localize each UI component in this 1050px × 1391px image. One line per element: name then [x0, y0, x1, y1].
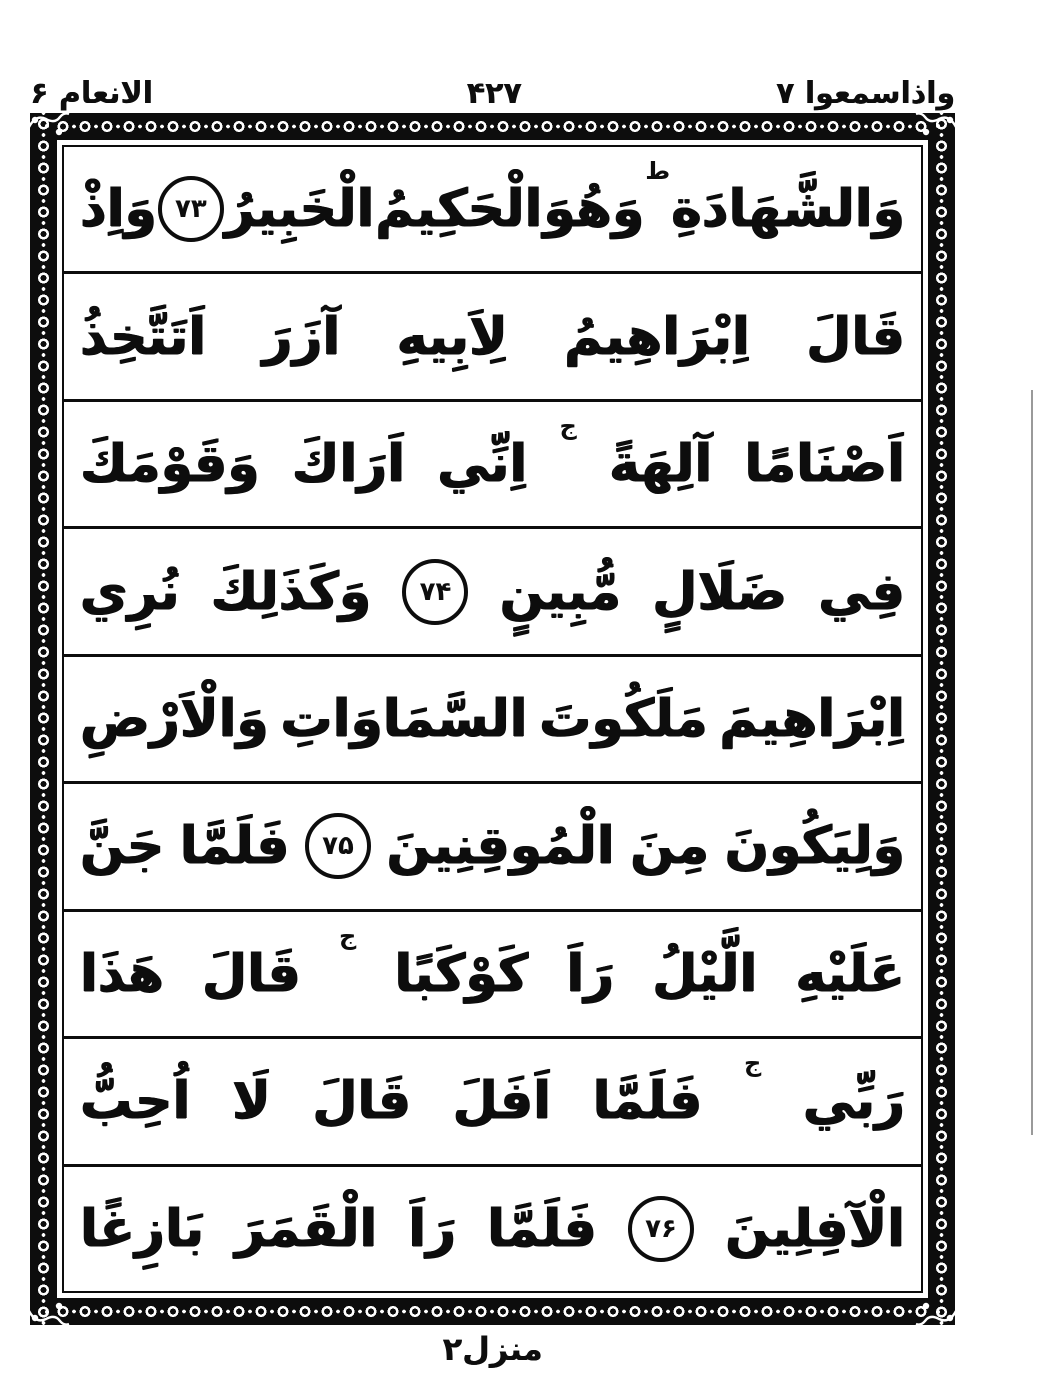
quran-line-7 — [64, 912, 921, 1039]
pause-mark: ج — [743, 1049, 762, 1078]
word: ضَلَالٍ — [652, 561, 788, 622]
verse-number-marker: ۷۳ — [158, 176, 224, 242]
word: فَلَمَّا — [179, 816, 290, 877]
word: اِبْرَاهِيمُ — [564, 306, 750, 367]
word: اِنِّي — [437, 434, 528, 495]
scan-edge-line — [1031, 390, 1033, 1135]
pause-mark: ج — [338, 921, 357, 950]
word: وَقَوْمَكَ — [80, 434, 260, 495]
decorative-border-frame — [30, 113, 955, 1325]
word: رَاَ — [566, 943, 615, 1004]
word: آلِهَةً — [609, 434, 713, 495]
quran-line-9 — [64, 1167, 921, 1291]
verse-number-marker: ۷۴ — [402, 559, 468, 625]
word: وَكَذَلِكَ — [210, 561, 372, 622]
word: اَرَاكَ — [291, 434, 406, 495]
corner-ornament-top-right — [913, 111, 959, 141]
word: بَازِغًا — [80, 1198, 205, 1259]
corner-ornament-bottom-right — [913, 1297, 959, 1327]
word: وَهُوَ — [543, 179, 645, 240]
word: الْحَكِيمُ — [375, 179, 543, 240]
quran-line-5 — [64, 657, 921, 784]
text-box — [62, 145, 923, 1293]
word: رَاَ — [408, 1198, 457, 1259]
quran-line-3 — [64, 402, 921, 529]
verse-number-marker: ۷۶ — [628, 1196, 694, 1262]
word: وَالشَّهَادَةِ — [671, 179, 905, 240]
word: اَصْنَامًا — [744, 434, 905, 495]
word: لِاَبِيهِ — [396, 306, 508, 367]
word: السَّمَاوَاتِ — [280, 688, 528, 749]
word: قَالَ — [202, 943, 301, 1004]
manzil-label: منزل۲ — [442, 1330, 543, 1368]
word: مِنَ — [630, 816, 710, 877]
word: فَلَمَّا — [487, 1198, 597, 1259]
word: عَلَيْهِ — [795, 943, 905, 1004]
word: نُرِي — [80, 561, 180, 622]
word: فَلَمَّا — [592, 1071, 703, 1132]
word: اَتَتَّخِذُ — [80, 306, 207, 367]
header-juz-label: واذاسمعوا ۷ — [775, 76, 955, 111]
word: وَلِيَكُونَ — [724, 816, 905, 877]
word: الْقَمَرَ — [235, 1198, 378, 1259]
word: الْآفِلِينَ — [725, 1198, 905, 1259]
border-band-top — [30, 113, 955, 140]
pause-mark: ج — [559, 411, 577, 440]
word: مَلَكُوتَ — [539, 688, 708, 749]
word: جَنَّ — [80, 816, 165, 877]
word: قَالَ — [312, 1071, 412, 1132]
header-surah-label: الانعام ۶ — [30, 76, 153, 111]
word: رَبِّي — [802, 1071, 905, 1132]
border-band-bottom — [30, 1298, 955, 1325]
running-header — [30, 58, 955, 110]
verse-number-marker: ۷۵ — [305, 813, 371, 879]
word: وَالْاَرْضِ — [80, 688, 269, 749]
word: قَالَ — [806, 306, 905, 367]
header-page-number: ۴۲۷ — [466, 76, 522, 111]
word: آزَرَ — [262, 306, 341, 367]
word: اُحِبُّ — [80, 1071, 191, 1132]
word: الْخَبِيرُ — [224, 179, 375, 240]
running-footer — [30, 1330, 955, 1368]
word: هَذَا — [80, 943, 164, 1004]
word: الَّيْلُ — [652, 943, 758, 1004]
corner-ornament-bottom-left — [26, 1297, 72, 1327]
quran-line-6 — [64, 784, 921, 911]
word: كَوْكَبًا — [394, 943, 529, 1004]
quran-line-2 — [64, 274, 921, 401]
quran-line-1 — [64, 147, 921, 274]
word: اِبْرَاهِيمَ — [719, 688, 905, 749]
border-band-right — [928, 113, 955, 1325]
quran-line-4 — [64, 529, 921, 656]
corner-ornament-top-left — [26, 111, 72, 141]
quran-line-8 — [64, 1039, 921, 1166]
word: مُّبِينٍ — [499, 561, 622, 622]
word: اَفَلَ — [452, 1071, 552, 1132]
pause-mark: ط — [645, 157, 671, 185]
word: الْمُوقِنِينَ — [386, 816, 615, 877]
word: لَا — [232, 1071, 271, 1132]
border-band-left — [30, 113, 57, 1325]
word: فِي — [818, 561, 905, 622]
word: وَاِذْ — [80, 179, 157, 240]
